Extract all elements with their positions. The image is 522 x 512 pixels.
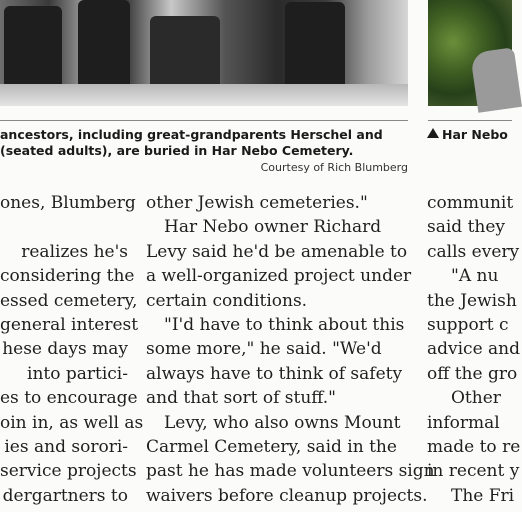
text-line: Other bbox=[451, 388, 501, 409]
text-line: the Jewish bbox=[427, 290, 517, 311]
text-line: ones, Blumberg bbox=[0, 193, 136, 213]
text-line: communit bbox=[427, 193, 514, 213]
text-line: into partici- bbox=[27, 363, 128, 384]
text-line: always have to think of safety bbox=[146, 363, 403, 384]
photo-caption-line: ancestors, including great-grandparents Herschel and bbox=[0, 127, 383, 142]
article-column-right bbox=[427, 191, 521, 508]
text-line: some more," he said. "We'd bbox=[146, 339, 382, 360]
text-line: off the gro bbox=[427, 363, 518, 384]
text-line bbox=[0, 215, 128, 239]
text-line: hese days may bbox=[2, 339, 128, 360]
photo-credit: Courtesy of Rich Blumberg bbox=[260, 161, 408, 174]
text-line: made to re bbox=[427, 436, 521, 457]
text-line: es to encourage bbox=[0, 388, 138, 409]
text-line: support c bbox=[427, 314, 509, 335]
text-line: oin in, as well as bbox=[0, 412, 144, 433]
text-line: waivers before cleanup projects. bbox=[146, 485, 428, 506]
cemetery-photo bbox=[428, 0, 512, 106]
caption-rule bbox=[0, 120, 408, 121]
text-line: service projects bbox=[0, 461, 137, 482]
text-line: other Jewish cemeteries." bbox=[146, 193, 368, 213]
side-caption: Har Nebo bbox=[442, 127, 508, 142]
text-line: realizes he's bbox=[21, 241, 128, 262]
text-line: said they bbox=[427, 217, 506, 238]
article-column-left bbox=[0, 191, 144, 508]
text-line: and that sort of stuff." bbox=[146, 388, 336, 409]
text-line: calls every bbox=[427, 241, 520, 262]
text-line: essed cemetery, bbox=[0, 290, 138, 311]
photo-floor bbox=[0, 84, 408, 106]
text-line: "I'd have to think about this bbox=[164, 314, 405, 335]
text-line: considering the bbox=[0, 266, 135, 287]
text-line: certain conditions. bbox=[146, 290, 308, 311]
text-line: Har Nebo owner Richard bbox=[164, 217, 382, 238]
text-line: ies and sorori- bbox=[4, 436, 128, 457]
text-line: in recent y bbox=[427, 461, 520, 482]
text-line: Carmel Cemetery, said in the bbox=[146, 436, 397, 457]
archival-photo bbox=[0, 0, 408, 106]
text-line: The Fri bbox=[451, 485, 515, 506]
text-line: past he has made volunteers sign bbox=[146, 461, 435, 482]
text-line: informal bbox=[427, 412, 500, 433]
text-line: Levy, who also owns Mount bbox=[164, 412, 401, 433]
text-line: a well-organized project under bbox=[146, 266, 412, 287]
caption-rule bbox=[428, 120, 512, 121]
up-triangle-icon bbox=[427, 128, 439, 138]
text-line: advice and bbox=[427, 339, 521, 360]
text-line: "A nu bbox=[451, 266, 499, 287]
article-column-middle bbox=[146, 191, 435, 508]
text-line: Levy said he'd be amenable to bbox=[146, 241, 408, 262]
text-line: dergartners to bbox=[2, 485, 128, 506]
headstone bbox=[470, 47, 522, 113]
text-line: general interest bbox=[0, 314, 139, 335]
photo-caption-line: (seated adults), are buried in Har Nebo Cemetery. bbox=[0, 143, 354, 158]
